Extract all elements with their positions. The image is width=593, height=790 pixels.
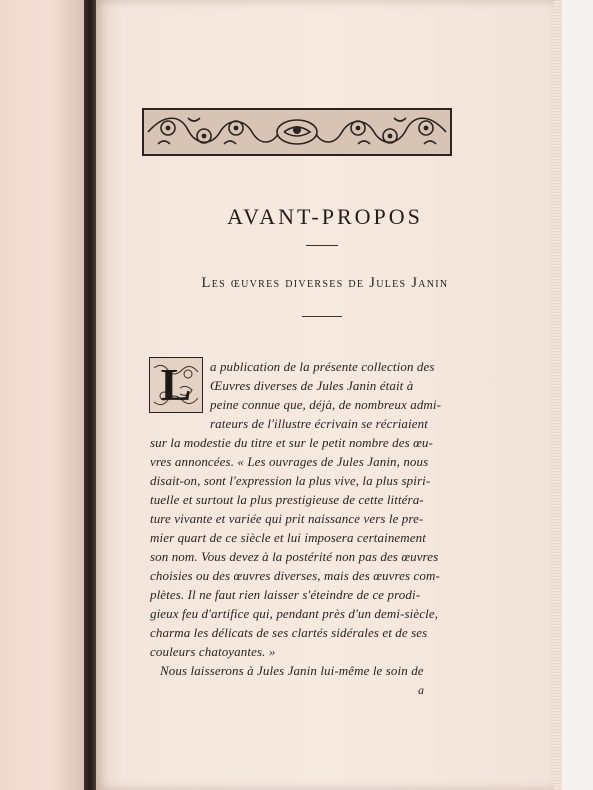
facing-page [0, 0, 84, 790]
body-line: charma les délicats de ses clartés sidérales et de ses [150, 625, 428, 640]
body-line: tuelle et surtout la plus prestigieuse de cette littéra- [150, 492, 424, 507]
subtitle-rule [302, 316, 342, 317]
body-line: disait-on, sont l'expression la plus vive, la plus spiri- [150, 473, 431, 488]
page-edge [554, 0, 562, 790]
body-line: couleurs chatoyantes. » [150, 644, 276, 659]
body-line: gieux feu d'artifice qui, pendant près d'un demi-siècle, [150, 606, 439, 621]
signature-mark: a [418, 683, 424, 697]
body-line: vres annoncées. « Les ouvrages de Jules Janin, nous [150, 454, 429, 469]
section-subtitle: Les œuvres diverses de Jules Janin [201, 275, 449, 291]
body-line: a publication de la présente collection des [210, 359, 435, 374]
drop-cap-letter: L [160, 359, 192, 410]
book-gutter [84, 0, 96, 790]
body-line: plètes. Il ne faut rien laisser s'éteindre de ce prodi- [150, 587, 421, 602]
body-line: Œuvres diverses de Jules Janin était à [210, 378, 414, 393]
body-line: peine connue que, déjà, de nombreux admi- [210, 397, 442, 412]
body-line: Nous laisserons à Jules Janin lui-même le soin de [160, 663, 424, 678]
title-rule [306, 245, 338, 246]
body-line: ture vivante et variée qui prit naissance vers le pre- [150, 511, 424, 526]
body-line: sur la modestie du titre et sur le petit nombre des œu- [150, 435, 433, 450]
body-line: mier quart de ce siècle et lui imposera certainement [150, 530, 426, 545]
ornamental-headband [142, 108, 452, 156]
page-title: AVANT-PROPOS [227, 204, 423, 229]
body-line: rateurs de l'illustre écrivain se récriaient [210, 416, 428, 431]
ornamental-drop-cap [149, 357, 203, 413]
body-line: choisies ou des œuvres diverses, mais des œuvres com- [150, 568, 440, 583]
book-page [96, 0, 554, 790]
body-line: son nom. Vous devez à la postérité non pas des œuvres [150, 549, 439, 564]
